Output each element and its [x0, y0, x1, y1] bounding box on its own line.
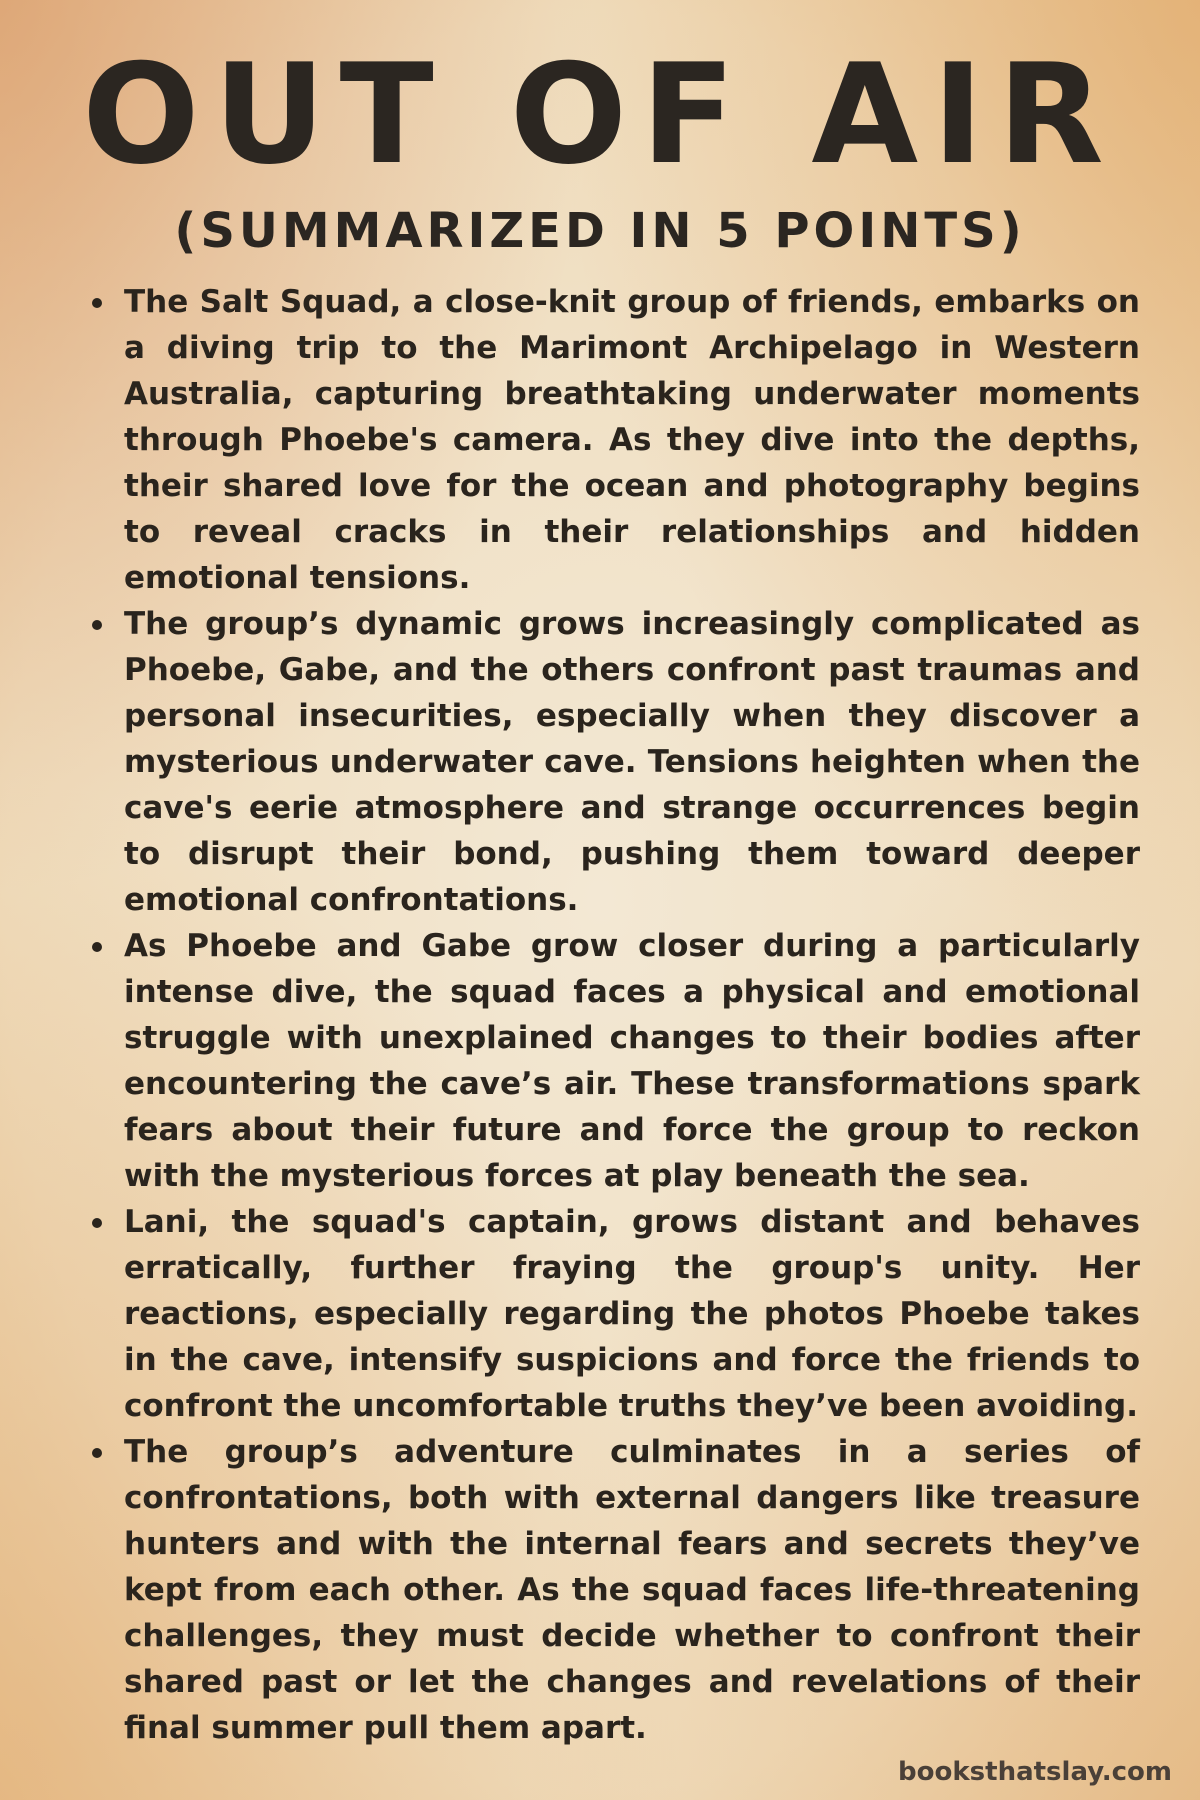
bullet-icon: [92, 1448, 102, 1458]
summary-point-text: The Salt Squad, a close-knit group of friends, embarks on a diving trip to the Marimont Archipelago in Western Australia, capturing breathtaking underwater moments through Phoebe's camera. As they dive into the depths, their shared love for the ocean and photography begins to reveal cracks in their relationships and hidden emotional tensions.: [124, 284, 1140, 596]
bullet-icon: [92, 942, 102, 952]
summary-points-list: [88, 279, 1140, 1751]
bullet-icon: [92, 1218, 102, 1228]
website-credit: booksthatslay.com: [898, 1757, 1172, 1787]
summary-point-text: As Phoebe and Gabe grow closer during a particularly intense dive, the squad faces a physical and emotional struggle with unexplained changes to their bodies after encountering the cave’s air. These transformations spark fears about their future and force the group to reckon with the mysterious forces at play beneath the sea.: [124, 928, 1140, 1194]
summary-point: [88, 1199, 1140, 1429]
page-title: OUT OF AIR: [82, 34, 1118, 195]
summary-point-text: The group’s adventure culminates in a series of confrontations, both with external dangers like treasure hunters and with the internal fears and secrets they’ve kept from each other. As the squad faces life-threatening challenges, they must decide whether to confront their shared past or let the changes and revelations of their final summer pull them apart.: [124, 1434, 1140, 1746]
bullet-icon: [92, 620, 102, 630]
summary-point-text: Lani, the squad's captain, grows distant and behaves erratically, further fraying the group's unity. Her reactions, especially regarding the photos Phoebe takes in the cave, intensify suspicions and force the friends to confront the uncomfortable truths they’ve been avoiding.: [124, 1204, 1140, 1424]
page-subtitle: (SUMMARIZED IN 5 POINTS): [174, 203, 1026, 259]
summary-point: [88, 923, 1140, 1199]
summary-point: [88, 601, 1140, 923]
bullet-icon: [92, 298, 102, 308]
summary-point: [88, 279, 1140, 601]
summary-point-text: The group’s dynamic grows increasingly complicated as Phoebe, Gabe, and the others confront past traumas and personal insecurities, especially when they discover a mysterious underwater cave. Tensions heighten when the cave's eerie atmosphere and strange occurrences begin to disrupt their bond, pushing them toward deeper emotional confrontations.: [124, 606, 1140, 918]
summary-point: [88, 1429, 1140, 1751]
